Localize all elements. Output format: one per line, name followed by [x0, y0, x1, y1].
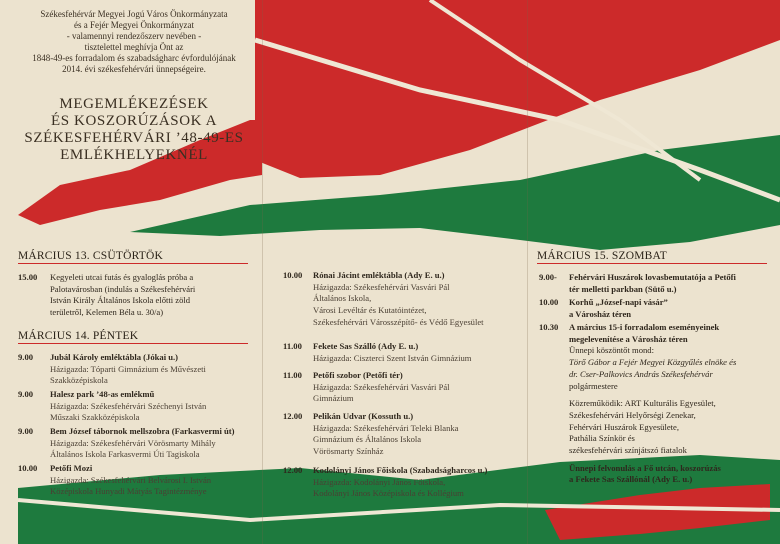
- event-host: Gimnázium: [313, 393, 354, 404]
- event-text: tér melletti parkban (Sütő u.): [569, 283, 677, 294]
- event-host: Házigazda: Székesfehérvári Vörösmarty Mihály: [50, 437, 216, 448]
- event-host: Házigazda: Székesfehérvári Vasvári Pál: [313, 381, 450, 392]
- event-time: 9.00: [18, 352, 34, 362]
- event-text: Pathália Színkör és: [569, 433, 635, 444]
- event-host: Házigazda: Székesfehérvári Teleki Blanka: [313, 422, 459, 433]
- event-time: 12.00: [283, 411, 303, 421]
- intro-line: Székesfehérvár Megyei Jogú Város Önkormányzata: [40, 9, 228, 19]
- event-title: Bem József tábornok mellszobra (Farkasvermi út): [50, 426, 235, 436]
- page-title: [18, 96, 250, 164]
- event-title: Petőfi Mozi: [50, 463, 93, 473]
- event-title: Kodolányi János Főiskola (Szabadságharcos u.): [313, 465, 488, 475]
- event-time: 9.00: [18, 389, 34, 399]
- event-host: Házigazda: Tóparti Gimnázium és Művészeti: [50, 363, 206, 374]
- event-text: Székesfehérvári Helyőrségi Zenekar,: [569, 409, 696, 420]
- event-title: Jubál Károly emléktábla (Jókai u.): [50, 352, 179, 362]
- event-text: Törő Gábor a Fejér Megyei Közgyűlés elnöke és: [569, 357, 737, 368]
- event-host: Általános Iskola Farkasvermi Úti Tagiskola: [50, 449, 200, 460]
- event-host: Székesfehérvári Városszépítő- és Védő Egyesület: [313, 316, 484, 327]
- event-time: 10.00: [283, 270, 303, 280]
- day-heading-march-15: MÁRCIUS 15. SZOMBAT: [537, 250, 767, 264]
- event-host: Középiskola Hunyadi Mátyás Tagintézménye: [50, 486, 207, 497]
- fold-line-1: [262, 0, 263, 544]
- event-text: székesfehérvári színjátszó fiatalok: [569, 445, 687, 456]
- event-title: Pelikán Udvar (Kossuth u.): [313, 411, 414, 421]
- event-text: a Városház téren: [569, 308, 632, 319]
- day-heading-march-13: MÁRCIUS 13. CSÜTÖRTÖK: [18, 250, 248, 264]
- event-time: 11.00: [283, 341, 302, 351]
- title-line: ÉS KOSZORÚZÁSOK A: [50, 113, 218, 129]
- event-host: Házigazda: Székesfehérvári Belvárosi I. István: [50, 474, 212, 485]
- event-title: Fekete Sas Szálló (Ady E. u.): [313, 341, 419, 351]
- event-host: Műszaki Szakközépiskola: [50, 412, 140, 423]
- event-time: 10.30: [539, 322, 559, 332]
- intro-line: 2014. évi székesfehérvári ünnepségeire.: [62, 64, 206, 74]
- title-line: EMLÉKHELYEKNÉL: [60, 147, 208, 163]
- event-title: Petőfi szobor (Petőfi tér): [313, 370, 403, 380]
- event-host: Házigazda: Ciszterci Szent István Gimnázium: [313, 352, 472, 363]
- event-time: 9.00: [18, 426, 34, 436]
- event-host: Házigazda: Székesfehérvári Széchenyi István: [50, 400, 207, 411]
- event-text: a Fekete Sas Szállónál (Ady E. u.): [569, 474, 693, 485]
- event-text: dr. Cser-Palkovics András Székesfehérvár: [569, 368, 713, 379]
- event-text: Közreműködik: ART Kulturális Egyesület,: [569, 398, 716, 409]
- invitation-intro: [20, 9, 248, 75]
- event-text: Korhű „József-napi vásár”: [569, 297, 668, 307]
- intro-line: tisztelettel meghívja Önt az: [84, 42, 184, 52]
- event-time: 12.00: [283, 465, 303, 475]
- event-time: 9.00-: [539, 272, 557, 282]
- event-host: Szakközépiskola: [50, 375, 108, 386]
- event-host: Házigazda: Székesfehérvári Vasvári Pál: [313, 281, 450, 292]
- event-time: 15.00: [18, 272, 38, 282]
- intro-line: 1848-49-es forradalom és szabadságharc évfordulójának: [32, 53, 236, 63]
- title-line: MEGEMLÉKEZÉSEK: [59, 96, 209, 112]
- event-text: területről, Kelemen Béla u. 30/a): [50, 307, 164, 318]
- fold-line-2: [527, 0, 528, 544]
- event-host: Kodolányi János Középiskola és Kollégium: [313, 488, 464, 499]
- event-text: István Király Általános Iskola előtti zöld: [50, 295, 191, 306]
- event-text: A március 15-i forradalom eseményeinek: [569, 322, 720, 332]
- event-title: Halesz park ’48-as emlékmű: [50, 389, 155, 399]
- intro-line: - valamennyi rendezőszerv nevében -: [66, 31, 202, 41]
- event-text: megelevenítése a Városház téren: [569, 333, 688, 344]
- event-time: 11.00: [283, 370, 302, 380]
- day-heading-march-14: MÁRCIUS 14. PÉNTEK: [18, 330, 248, 344]
- event-time: 10.00: [18, 463, 38, 473]
- event-host: Vörösmarty Színház: [313, 446, 384, 457]
- event-text: Fehérvári Huszárok Egyesülete,: [569, 421, 680, 432]
- event-text: Ünnepi felvonulás a Fő utcán, koszorúzás: [569, 462, 721, 473]
- event-host: Általános Iskola,: [313, 293, 372, 304]
- intro-line: és a Fejér Megyei Önkormányzat: [74, 20, 194, 30]
- event-text: Ünnepi köszöntőt mond:: [569, 345, 654, 356]
- event-host: Házigazda: Kodolányi János Főiskola,: [313, 476, 446, 487]
- event-text: Fehérvári Huszárok lovasbemutatója a Petőfi: [569, 272, 736, 282]
- event-time: 10.00: [539, 297, 559, 307]
- event-host: Gimnázium és Általános Iskola: [313, 434, 422, 445]
- title-line: SZÉKESFEHÉRVÁRI ’48-49-ES: [24, 130, 244, 146]
- event-text: Kegyeleti utcai futás és gyaloglás próba a: [50, 272, 194, 282]
- event-text: polgármestere: [569, 380, 618, 391]
- event-text: Palotavárosban (indulás a Székesfehérvári: [50, 283, 196, 294]
- event-host: Városi Levéltár és Kutatóintézet,: [313, 305, 427, 316]
- event-title: Rónai Jácint emléktábla (Ady E. u.): [313, 270, 445, 280]
